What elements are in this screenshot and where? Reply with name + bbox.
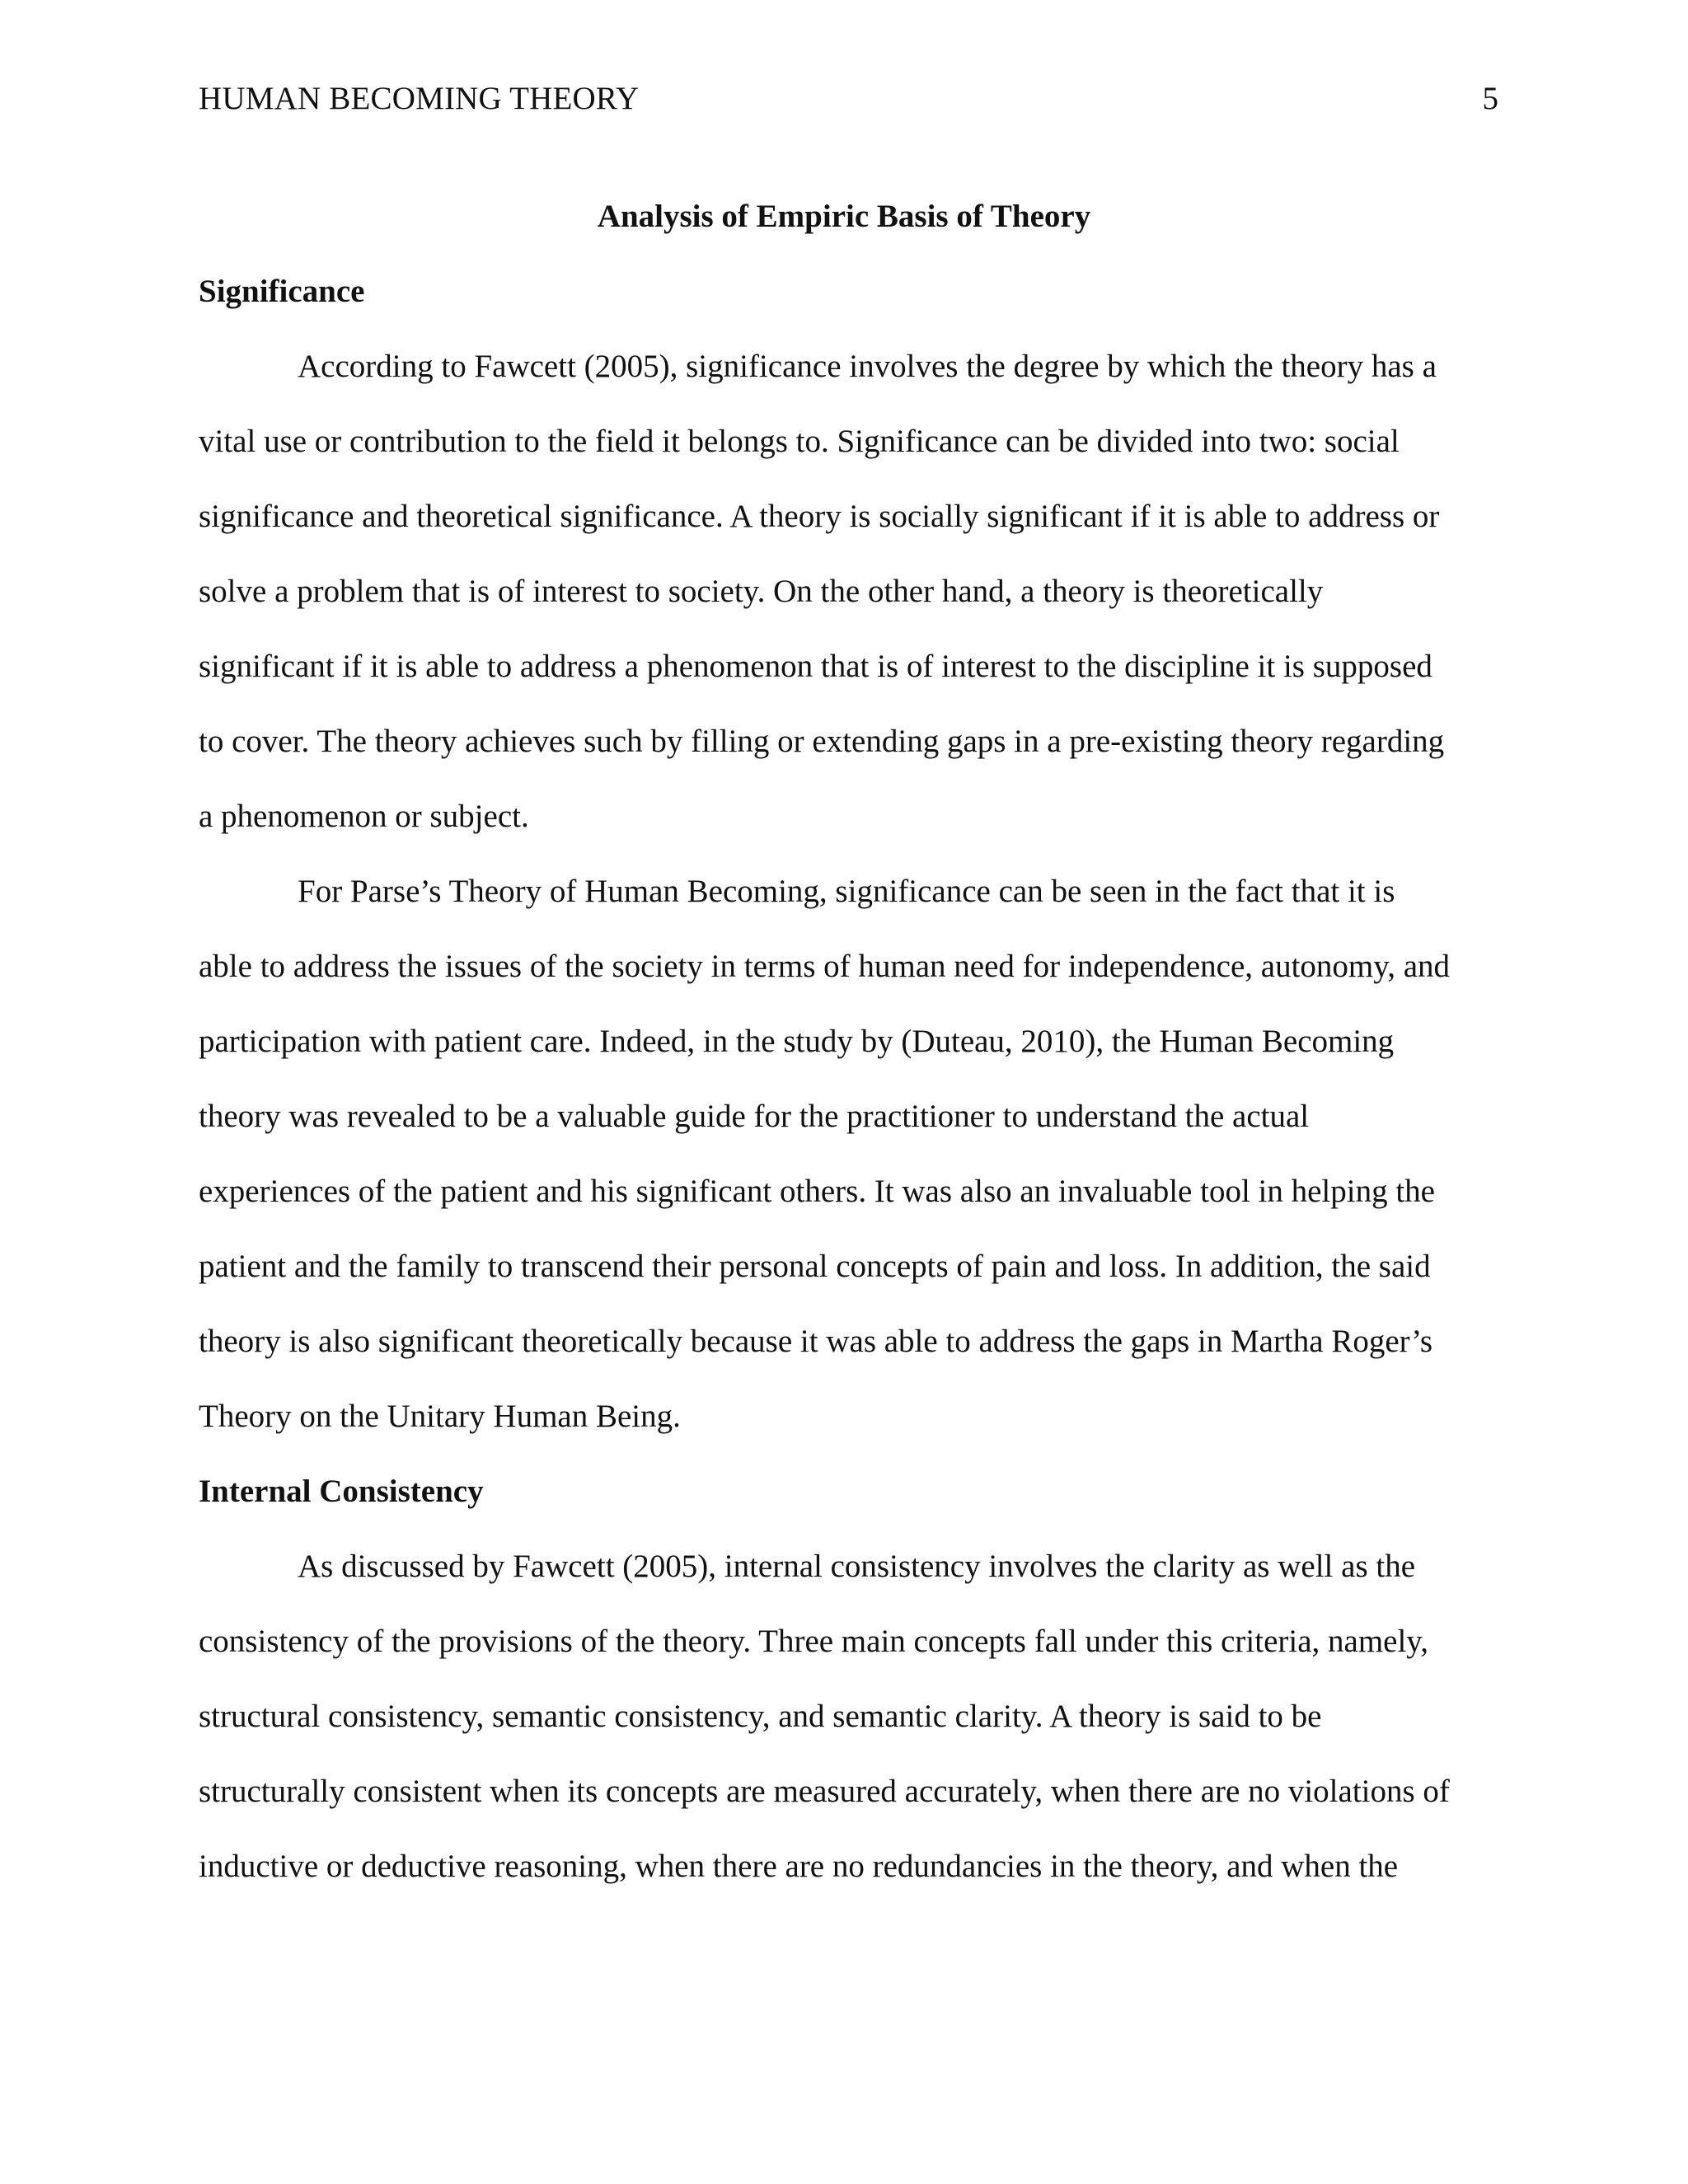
text-line: able to address the issues of the society in terms of human need for independence, autonomy, and (199, 949, 1451, 984)
document-title: Analysis of Empiric Basis of Theory (597, 199, 1091, 234)
text-line: significant if it is able to address a phenomenon that is of interest to the discipline it is supposed (199, 649, 1432, 684)
text-line: theory is also significant theoretically because it was able to address the gaps in Martha Roger’s (199, 1324, 1433, 1359)
text-line: structural consistency, semantic consistency, and semantic clarity. A theory is said to be (199, 1699, 1322, 1734)
text-line: consistency of the provisions of the theory. Three main concepts fall under this criteria, namely, (199, 1624, 1429, 1659)
text-line: to cover. The theory achieves such by filling or extending gaps in a pre-existing theory regarding (199, 724, 1445, 759)
text-line: patient and the family to transcend their personal concepts of pain and loss. In addition, the said (199, 1249, 1431, 1284)
text-line: According to Fawcett (2005), significance involves the degree by which the theory has a (298, 349, 1437, 384)
text-line: For Parse’s Theory of Human Becoming, significance can be seen in the fact that it is (298, 874, 1395, 909)
section-heading-internal-consistency: Internal Consistency (199, 1474, 484, 1509)
text-line: As discussed by Fawcett (2005), internal consistency involves the clarity as well as the (298, 1549, 1416, 1584)
text-line: experiences of the patient and his significant others. It was also an invaluable tool in helping the (199, 1174, 1435, 1209)
text-line: participation with patient care. Indeed, in the study by (Duteau, 2010), the Human Becoming (199, 1024, 1395, 1059)
text-line: inductive or deductive reasoning, when there are no redundancies in the theory, and when the (199, 1849, 1399, 1884)
text-line: Theory on the Unitary Human Being. (199, 1399, 681, 1434)
text-line: theory was revealed to be a valuable guide for the practitioner to understand the actual (199, 1099, 1310, 1134)
text-line: significance and theoretical significance. A theory is socially significant if it is able to address or (199, 499, 1440, 534)
running-head: HUMAN BECOMING THEORY (199, 81, 640, 116)
section-heading-significance: Significance (199, 274, 365, 309)
text-line: structurally consistent when its concepts are measured accurately, when there are no violations of (199, 1774, 1450, 1809)
page-number: 5 (1482, 81, 1498, 116)
text-line: vital use or contribution to the field it belongs to. Significance can be divided into two: social (199, 424, 1400, 459)
text-line: a phenomenon or subject. (199, 799, 529, 834)
text-line: solve a problem that is of interest to society. On the other hand, a theory is theoretically (199, 574, 1324, 609)
